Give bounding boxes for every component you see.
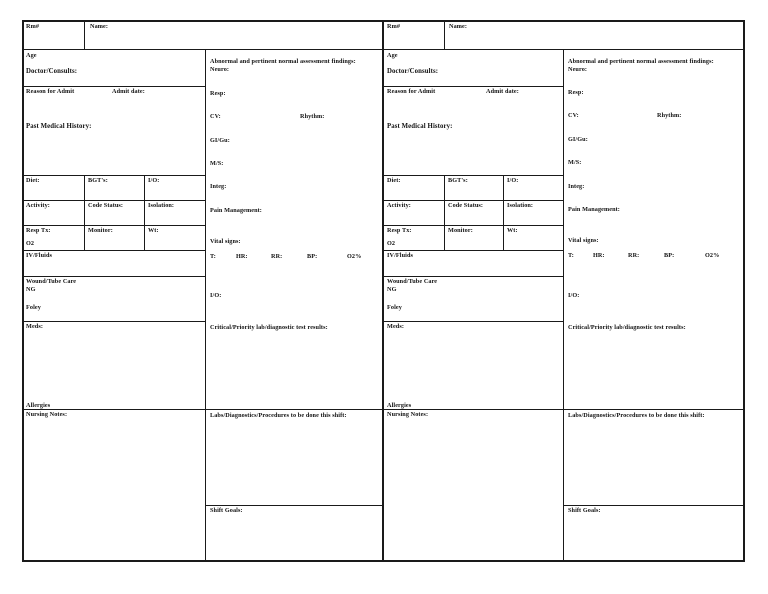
io-assessment-label: I/O: <box>568 292 580 299</box>
ms-label: M/S: <box>210 160 224 167</box>
vs-rr-label: RR: <box>628 252 640 259</box>
border-bottom <box>383 560 745 562</box>
weight-label: Wt: <box>507 227 518 234</box>
nursing-notes-label: Nursing Notes: <box>387 411 429 418</box>
neuro-label: Neuro: <box>210 66 230 73</box>
monitor-label: Monitor: <box>88 227 113 234</box>
divider <box>84 175 85 250</box>
divider <box>22 276 205 277</box>
io-label: I/O: <box>507 177 519 184</box>
rhythm-label: Rhythm: <box>657 112 682 119</box>
diet-label: Diet: <box>387 177 401 184</box>
rhythm-label: Rhythm: <box>300 113 325 120</box>
doctor-consults-label: Doctor/Consults: <box>26 68 78 75</box>
monitor-label: Monitor: <box>448 227 473 234</box>
room-number-label: Rm# <box>26 23 40 30</box>
divider <box>444 20 445 49</box>
divider <box>22 49 383 50</box>
room-number-label: Rm# <box>387 23 401 30</box>
bgt-label: BGT's: <box>88 177 108 184</box>
code-status-label: Code Status: <box>448 202 484 209</box>
foley-label: Foley <box>387 304 402 311</box>
vital-signs-label: Vital signs: <box>568 237 599 244</box>
gi-gu-label: GI/Gu: <box>210 137 230 144</box>
ng-label: NG <box>26 286 36 293</box>
vs-rr-label: RR: <box>271 253 283 260</box>
border-left <box>382 20 384 562</box>
activity-label: Activity: <box>387 202 411 209</box>
io-assessment-label: I/O: <box>210 292 222 299</box>
vs-hr-label: HR: <box>593 252 605 259</box>
reason-for-admit-label: Reason for Admit <box>26 88 75 95</box>
divider <box>383 225 563 226</box>
border-top <box>383 20 745 22</box>
resp-tx-label: Resp Tx: <box>387 227 412 234</box>
resp-assessment-label: Resp: <box>210 90 226 97</box>
labs-procedures-label: Labs/Diagnostics/Procedures to be done this shift: <box>210 412 347 419</box>
shift-goals-label: Shift Goals: <box>210 507 243 514</box>
resp-tx-label: Resp Tx: <box>26 227 51 234</box>
code-status-label: Code Status: <box>88 202 124 209</box>
isolation-label: Isolation: <box>148 202 175 209</box>
divider <box>84 20 85 49</box>
doctor-consults-label: Doctor/Consults: <box>387 68 439 75</box>
admit-date-label: Admit date: <box>486 88 519 95</box>
reason-for-admit-label: Reason for Admit <box>387 88 436 95</box>
meds-label: Meds: <box>387 323 404 330</box>
divider <box>563 49 564 561</box>
labs-procedures-label: Labs/Diagnostics/Procedures to be done this shift: <box>568 412 705 419</box>
activity-label: Activity: <box>26 202 50 209</box>
border-right <box>743 20 745 562</box>
wound-tube-care-label: Wound/Tube Care <box>26 278 77 285</box>
assessment-findings-header: Abnormal and pertinent normal assessment findings: <box>568 58 714 65</box>
divider <box>383 276 563 277</box>
o2-label: O2 <box>387 240 396 247</box>
cv-label: CV: <box>568 112 579 119</box>
cv-label: CV: <box>210 113 221 120</box>
io-label: I/O: <box>148 177 160 184</box>
foley-label: Foley <box>26 304 41 311</box>
border-left <box>22 20 24 562</box>
shift-goals-label: Shift Goals: <box>568 507 601 514</box>
meds-label: Meds: <box>26 323 43 330</box>
patient-name-label: Name: <box>90 23 109 30</box>
weight-label: Wt: <box>148 227 159 234</box>
divider <box>22 175 205 176</box>
divider <box>563 505 744 506</box>
divider <box>383 175 563 176</box>
divider <box>383 321 563 322</box>
allergies-label: Allergies <box>387 402 412 409</box>
critical-results-label: Critical/Priority lab/diagnostic test results: <box>568 324 686 331</box>
ng-label: NG <box>387 286 397 293</box>
age-label: Age <box>26 52 37 59</box>
divider <box>205 505 383 506</box>
divider <box>22 225 205 226</box>
iv-fluids-label: IV/Fluids <box>26 252 53 259</box>
divider <box>22 250 205 251</box>
vs-hr-label: HR: <box>236 253 248 260</box>
divider <box>22 321 205 322</box>
divider <box>22 86 205 87</box>
vital-signs-label: Vital signs: <box>210 238 241 245</box>
vs-bp-label: BP: <box>307 253 318 260</box>
patient-name-label: Name: <box>449 23 468 30</box>
vs-bp-label: BP: <box>664 252 675 259</box>
wound-tube-care-label: Wound/Tube Care <box>387 278 438 285</box>
divider <box>205 49 206 561</box>
assessment-findings-header: Abnormal and pertinent normal assessment findings: <box>210 58 356 65</box>
vs-o2-label: O2% <box>705 252 720 259</box>
past-medical-history-label: Past Medical History: <box>26 123 92 130</box>
integ-label: Integ: <box>568 183 585 190</box>
age-label: Age <box>387 52 398 59</box>
resp-assessment-label: Resp: <box>568 89 584 96</box>
divider <box>22 200 205 201</box>
iv-fluids-label: IV/Fluids <box>387 252 414 259</box>
divider <box>383 200 563 201</box>
divider <box>383 86 563 87</box>
divider <box>503 175 504 250</box>
nursing-notes-label: Nursing Notes: <box>26 411 68 418</box>
divider <box>383 250 563 251</box>
divider <box>444 175 445 250</box>
bgt-label: BGT's: <box>448 177 468 184</box>
allergies-label: Allergies <box>26 402 51 409</box>
neuro-label: Neuro: <box>568 66 588 73</box>
integ-label: Integ: <box>210 183 227 190</box>
gi-gu-label: GI/Gu: <box>568 136 588 143</box>
ms-label: M/S: <box>568 159 582 166</box>
diet-label: Diet: <box>26 177 40 184</box>
border-bottom <box>22 560 384 562</box>
pain-management-label: Pain Management: <box>568 206 620 213</box>
o2-label: O2 <box>26 240 35 247</box>
critical-results-label: Critical/Priority lab/diagnostic test results: <box>210 324 328 331</box>
divider <box>144 175 145 250</box>
isolation-label: Isolation: <box>507 202 534 209</box>
vs-o2-label: O2% <box>347 253 362 260</box>
vs-temp-label: T: <box>568 252 574 259</box>
divider <box>22 409 383 410</box>
past-medical-history-label: Past Medical History: <box>387 123 453 130</box>
border-top <box>22 20 384 22</box>
divider <box>383 409 744 410</box>
vs-temp-label: T: <box>210 253 216 260</box>
admit-date-label: Admit date: <box>112 88 145 95</box>
pain-management-label: Pain Management: <box>210 207 262 214</box>
